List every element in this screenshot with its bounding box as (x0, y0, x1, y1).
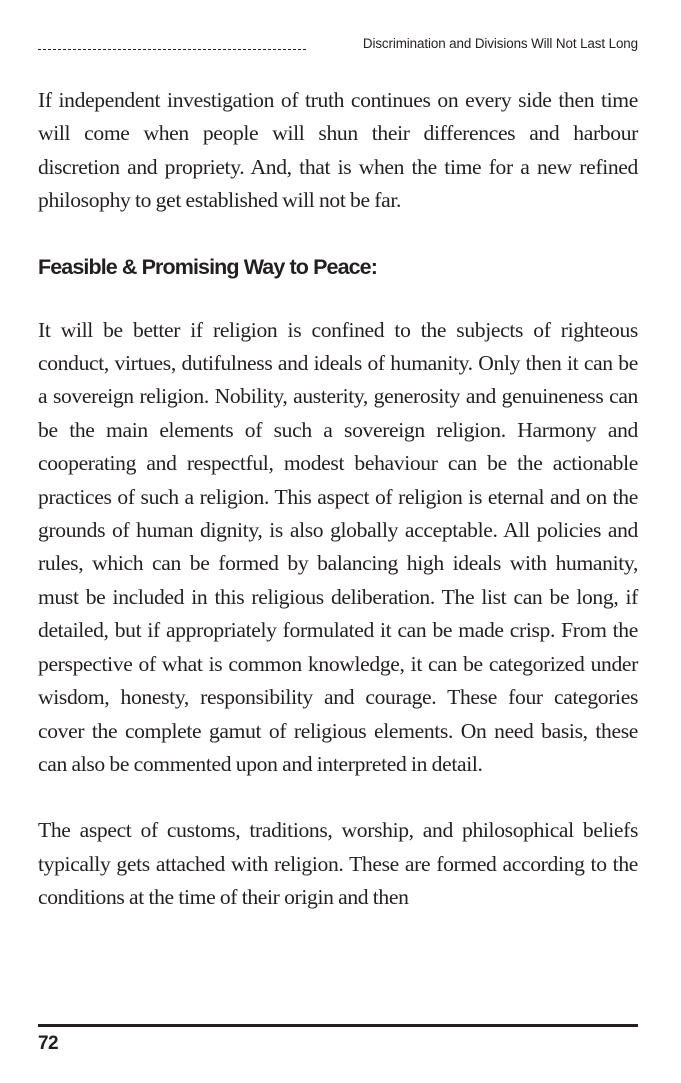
running-head-title: Discrimination and Divisions Will Not Last Long (362, 36, 638, 51)
closing-paragraph: The aspect of customs, traditions, worship, and philosophical beliefs typically gets attached with religion. These are formed according to the conditions at the time of their origin and then (38, 818, 638, 910)
section-heading: Feasible & Promising Way to Peace: (38, 254, 377, 279)
footer-rule (38, 1024, 638, 1027)
intro-paragraph: If independent investigation of truth continues on every side then time will come when people will shun their differences and harbour discretion and propriety. And, that is when the time for a new refined philosophy to get established will not be far. (38, 88, 638, 213)
running-head-dashed-rule (38, 49, 306, 50)
running-head (38, 36, 638, 52)
page-number: 72 (38, 1033, 58, 1054)
main-paragraph: It will be better if religion is confined to the subjects of righteous conduct, virtues, dutifulness and ideals of humanity. Only then it can be a sovereign religion. Nobility, austerity, generosity and genuineness can be the main elements of such a sovereign religion. Harmony and cooperating and respectful, modest behaviour can be the actionable practices of such a religion. This aspect of religion is eternal and on the grounds of human dignity, is also globally acceptable. All policies and rules, which can be formed by balancing high ideals with humanity, must be included in this religious deliberation. The list can be long, if detailed, but if appropriately formulated it can be made crisp. From the perspective of what is common knowledge, it can be categorized under wisdom, honesty, responsibility and courage. These four categories cover the complete gamut of religious elements. On need basis, these can also be commented upon and interpreted in detail. (38, 317, 638, 776)
page-content (38, 84, 638, 915)
